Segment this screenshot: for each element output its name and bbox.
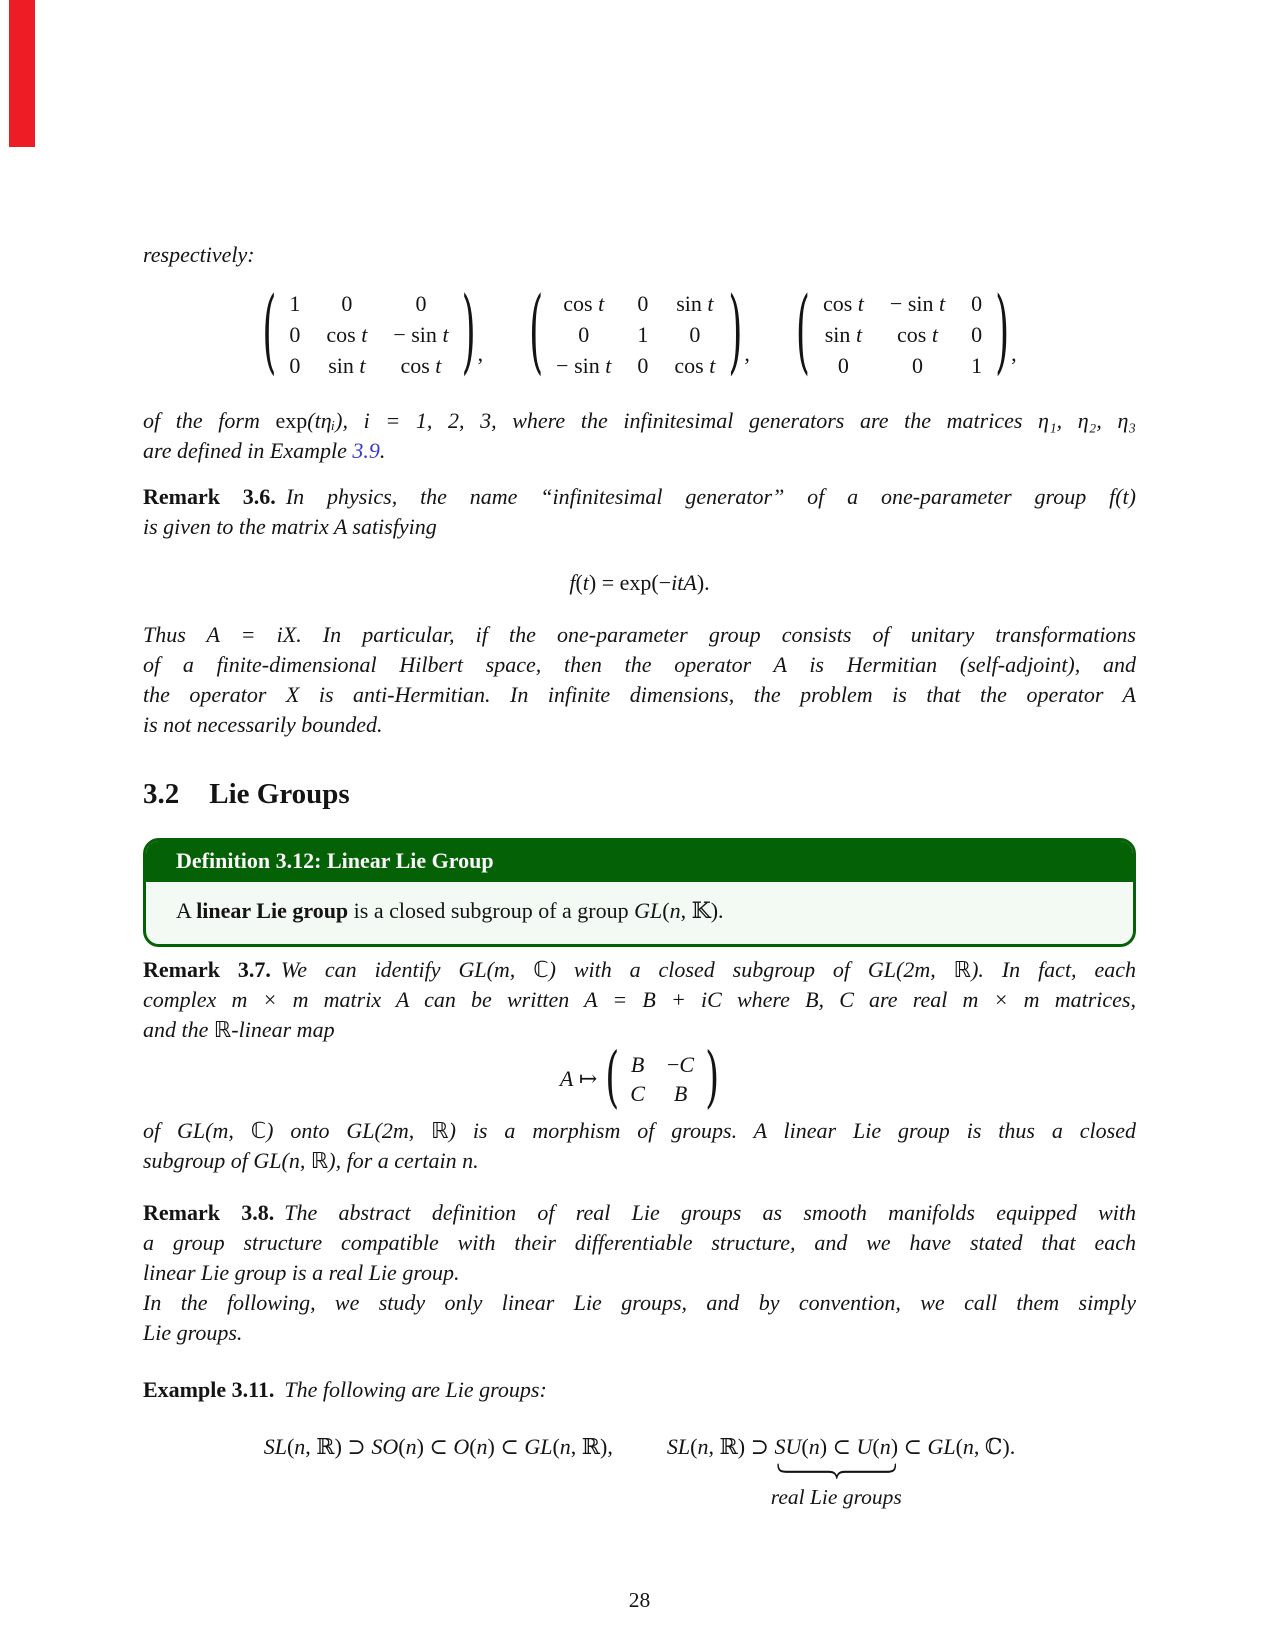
rotation-matrices-row	[143, 280, 1136, 385]
remark-line: Lie groups.	[143, 1320, 243, 1345]
remark-first-line: Remark 3.8. The abstract definition of real Lie groups as smooth manifolds equipped with	[143, 1200, 1136, 1225]
definition-box	[143, 838, 1136, 947]
matrix-cell: sin t	[328, 352, 366, 378]
matrix-cell: 0	[689, 321, 701, 347]
remark-first-line: Remark 3.6. In physics, the name “infinitesimal generator” of a one-parameter group f(t)	[143, 484, 1136, 509]
example-line: Example 3.11. The following are Lie groups:	[143, 1377, 547, 1402]
section-title: Lie Groups	[209, 778, 350, 810]
definition-box-body: A linear Lie group is a closed subgroup of a group GL(n, 𝕂).	[176, 898, 724, 923]
matrix-cell: cos t	[897, 321, 938, 347]
right-paren: )	[705, 1040, 720, 1116]
matrix-cell: 0	[837, 352, 849, 378]
left-paren: (	[529, 280, 544, 385]
red-bookmark-ribbon	[9, 0, 35, 147]
matrix-cell: C	[630, 1081, 645, 1106]
matrix-separator-comma: ,	[744, 341, 750, 366]
remark-line: and the ℝ-linear map	[143, 1017, 335, 1042]
example-3-11	[143, 1375, 1136, 1405]
equation-ft: f(t) = exp(−itA).	[569, 570, 710, 595]
matrix-cell: −C	[666, 1052, 695, 1077]
definition-term: linear Lie group	[196, 898, 349, 923]
remark-3-8	[143, 1198, 1136, 1348]
paragraph-line: subgroup of GL(n, ℝ), for a certain n.	[143, 1148, 479, 1173]
paragraph-line: Thus A = iX. In particular, if the one-parameter group consists of unitary transformations	[143, 622, 1136, 647]
remark-line: linear Lie group is a real Lie group.	[143, 1260, 460, 1285]
matrix-cell: sin t	[824, 321, 863, 347]
map-lhs: A ↦	[559, 1066, 598, 1091]
example-3-9-link[interactable]: 3.9	[352, 438, 380, 463]
remark-label: Remark 3.6.	[143, 484, 276, 509]
rotation-matrix-z	[795, 280, 1017, 385]
right-paren: )	[995, 280, 1010, 385]
matrix-cell: 0	[637, 290, 649, 316]
matrix-cell: 0	[971, 290, 983, 316]
intro-lead: respectively:	[143, 242, 255, 267]
paragraph-line: the operator X is anti-Hermitian. In infinite dimensions, the problem is that the operator A	[143, 682, 1136, 707]
remark-line: In the following, we study only linear Lie groups, and by convention, we call them simply	[143, 1290, 1136, 1315]
matrix-cell: 0	[578, 321, 590, 347]
underbrace	[777, 1463, 897, 1479]
matrix-separator-comma: ,	[477, 341, 484, 366]
rotation-matrix-y	[529, 280, 750, 385]
map-matrix	[605, 1040, 720, 1116]
underbrace-label: real Lie groups	[770, 1485, 902, 1509]
section-heading	[143, 778, 1136, 811]
remark-line: is given to the matrix A satisfying	[143, 514, 437, 539]
equation-map	[143, 1042, 1136, 1116]
paragraph-thus	[143, 620, 1136, 740]
matrix-cell: cos t	[822, 290, 864, 316]
section-number: 3.2	[143, 778, 180, 810]
chain-complex: SL(n, ℝ) ⊃ SU(n) ⊂ U(n) real Lie groups ⊂ GL(n, ℂ).	[667, 1432, 1015, 1462]
matrix-cell: 0	[912, 352, 923, 378]
paragraph-line: are defined in Example 3.9.	[143, 438, 386, 463]
matrix-cell: sin t	[676, 290, 714, 316]
matrix-cell: cos t	[400, 352, 442, 378]
page-number: 28	[628, 1588, 651, 1612]
lie-groups-formula	[143, 1432, 1136, 1509]
remark-first-line: Remark 3.7. We can identify GL(m, ℂ) with a closed subgroup of GL(2m, ℝ). In fact, each	[143, 957, 1137, 982]
matrix-cell: B	[673, 1081, 688, 1106]
definition-box-title: Definition 3.12: Linear Lie Group	[146, 841, 1133, 882]
matrix-cell: 0	[637, 352, 649, 378]
remark-label: Remark 3.7.	[143, 957, 271, 982]
matrix-cell: 1	[289, 290, 301, 316]
paragraph-line: is not necessarily bounded.	[143, 712, 383, 737]
right-paren: )	[728, 280, 743, 385]
matrix-cell: 0	[415, 290, 427, 316]
left-paren: (	[605, 1040, 620, 1116]
chain-real: SL(n, ℝ) ⊃ SO(n) ⊂ O(n) ⊂ GL(n, ℝ),	[263, 1434, 613, 1459]
paragraph-generators	[143, 406, 1136, 466]
remark-line: a group structure compatible with their differentiable structure, and we have stated that each	[143, 1230, 1136, 1255]
left-paren: (	[262, 280, 277, 385]
matrix-separator-comma: ,	[1011, 341, 1017, 366]
paragraph-line: of GL(m, ℂ) onto GL(2m, ℝ) is a morphism of groups. A linear Lie group is thus a closed	[143, 1118, 1136, 1143]
matrix-cell: 1	[637, 321, 649, 347]
remark-line: complex m × m matrix A can be written A = B + iC where B, C are real m × m matrices,	[143, 987, 1136, 1012]
matrix-cell: cos t	[563, 290, 605, 316]
paragraph-line: of a finite-dimensional Hilbert space, then the operator A is Hermitian (self-adjoint), and	[143, 652, 1136, 677]
matrix-cell: − sin t	[889, 290, 946, 316]
matrix-cell: 0	[289, 321, 301, 347]
matrix-cell: 0	[289, 352, 301, 378]
matrix-cell: 0	[971, 321, 983, 347]
remark-3-6	[143, 482, 1136, 542]
right-paren: )	[461, 280, 476, 385]
paragraph-morphism	[143, 1116, 1136, 1176]
left-paren: (	[795, 280, 810, 385]
matrix-cell: − sin t	[556, 352, 612, 378]
matrix-cell: − sin t	[393, 321, 449, 347]
rotation-matrix-x	[262, 280, 484, 385]
remark-3-7	[143, 955, 1136, 1045]
matrix-cell: 1	[971, 352, 983, 378]
underbraced-term: SU(n) ⊂ U(n) real Lie groups	[775, 1432, 899, 1462]
matrix-cell: cos t	[674, 352, 716, 378]
matrix-cell: cos t	[326, 321, 368, 347]
paragraph-line: of the form exp(tηᵢ), i = 1, 2, 3, where the infinitesimal generators are the matrices η₁, η₂, η₃	[143, 408, 1137, 433]
matrix-cell: 0	[341, 290, 353, 316]
example-label: Example 3.11.	[143, 1377, 275, 1402]
matrix-cell: B	[630, 1052, 645, 1077]
remark-label: Remark 3.8.	[143, 1200, 275, 1225]
